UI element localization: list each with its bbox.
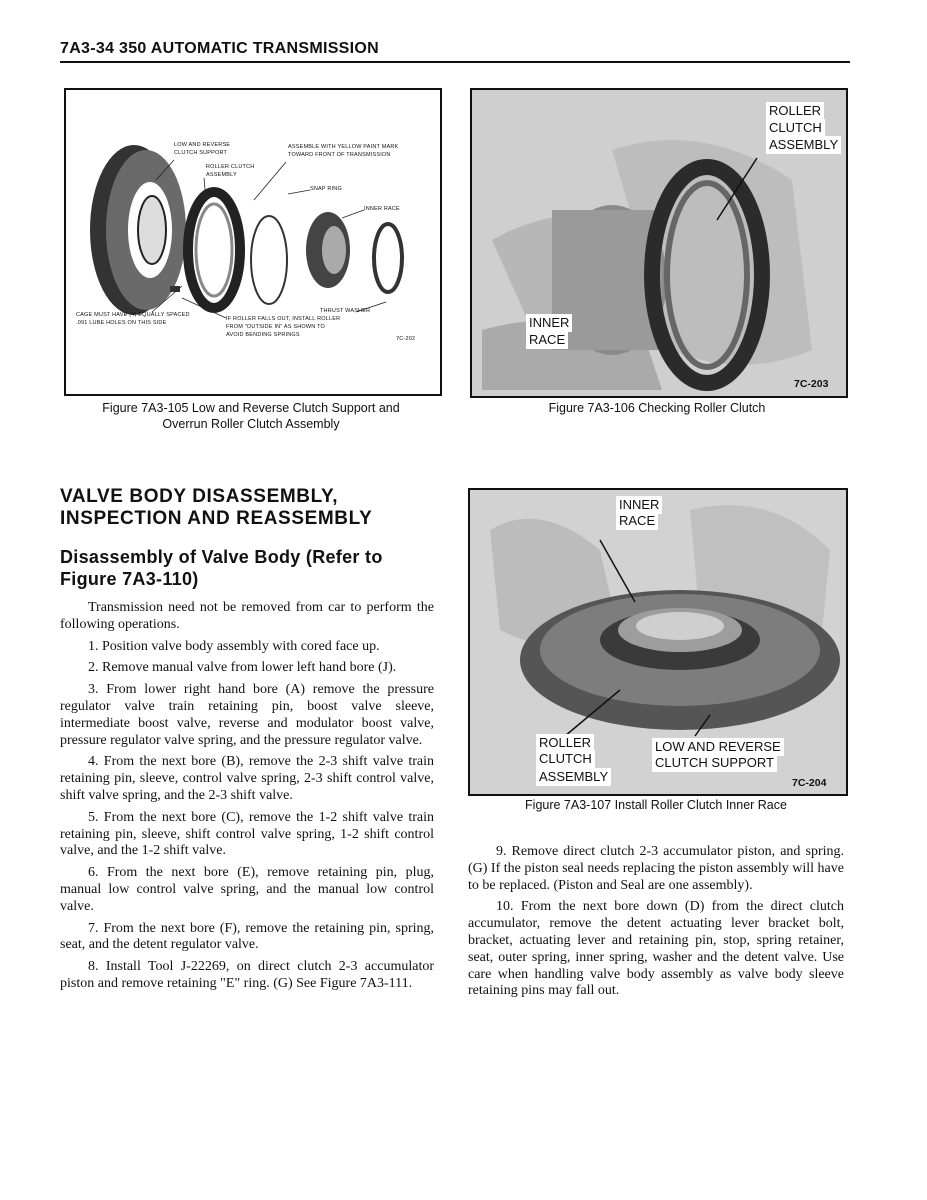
figure-107	[468, 488, 848, 796]
label-avoid: AVOID BENDING SPRINGS	[226, 332, 300, 338]
label-clutch-support: CLUTCH SUPPORT	[174, 150, 228, 156]
right-column	[468, 844, 844, 1005]
label-cage-must: CAGE MUST HAVE (4) EQUALLY SPACED	[76, 312, 190, 318]
label-lube-holes: .091 LUBE HOLES ON THIS SIDE	[76, 320, 167, 326]
label-inner: INNER	[616, 496, 662, 514]
step-paragraph: 2. Remove manual valve from lower left hand bore (J).	[88, 660, 397, 676]
label-inner-race: INNER RACE	[364, 206, 400, 212]
figure-105	[64, 88, 442, 396]
figure-106	[470, 88, 848, 398]
step-paragraph: 4. From the next bore (B), remove the 2-3 shift valve train retaining pin, sleeve, control valve spring, 2-3 shift control valve, shift valve spring, and the 2-3 shift valve.	[60, 754, 434, 803]
label-assembly: ASSEMBLY	[536, 768, 611, 786]
label-clutch: CLUTCH	[766, 119, 825, 137]
figure-code: 7C-203	[794, 378, 829, 390]
step-paragraph: 6. From the next bore (E), remove retaining pin, plug, manual low control valve spring, and the manual low control valve.	[60, 865, 434, 914]
label-thrust-washer: THRUST WASHER	[320, 308, 371, 314]
label-from-outside: FROM "OUTSIDE IN" AS SHOWN TO	[226, 324, 326, 330]
label-if-roller: IF ROLLER FALLS OUT, INSTALL ROLLER	[226, 316, 341, 322]
header-rule	[60, 61, 850, 63]
label-low-reverse: LOW AND REVERSE	[174, 142, 231, 148]
subsection-title-line: Figure 7A3-110)	[60, 569, 199, 589]
label-low-reverse: LOW AND REVERSE	[652, 738, 784, 756]
body-text	[60, 600, 434, 993]
intro-paragraph: Transmission need not be removed from car to perform the following operations.	[60, 600, 434, 632]
subsection-title	[60, 546, 434, 590]
label-assembly: ASSEMBLY	[766, 136, 841, 154]
step-paragraph: 1. Position valve body assembly with cored face up.	[88, 638, 380, 654]
label-inner: INNER	[526, 314, 572, 332]
section-title-line: INSPECTION AND REASSEMBLY	[60, 508, 373, 529]
step-paragraph: 8. Install Tool J-22269, on direct clutch 2-3 accumulator piston and remove retaining "E" ring. (G) See Figure 7A3-111.	[60, 959, 434, 991]
page-header: 7A3-34 350 AUTOMATIC TRANSMISSION	[60, 40, 379, 57]
label-assemble-yellow: ASSEMBLE WITH YELLOW PAINT MARK	[288, 144, 399, 150]
figure-105-caption	[64, 400, 438, 432]
label-roller: ROLLER	[536, 734, 594, 752]
step-paragraph: 7. From the next bore (F), remove the retaining pin, spring, seat, and the detent regulator valve.	[60, 920, 434, 953]
label-assembly: ASSEMBLY	[206, 172, 237, 178]
figure-107-caption: Figure 7A3-107 Install Roller Clutch Inner Race	[525, 798, 787, 812]
left-column	[60, 486, 434, 998]
section-title-line: VALVE BODY DISASSEMBLY,	[60, 486, 339, 507]
label-roller-clutch: ROLLER CLUTCH	[206, 164, 255, 170]
label-clutch-support: CLUTCH SUPPORT	[652, 754, 777, 772]
section-title	[60, 486, 434, 530]
step-paragraph: 10. From the next bore down (D) from the direct clutch accumulator, remove the detent actuating lever bracket bolt, bracket, actuating lever and retaining pin, stop, spring retainer, seat, outer spring, inner spring, washer and the detent valve. Use care when handling valve body assembly as valve body sleeve retaining pins may fall out.	[468, 899, 844, 999]
step-paragraph: 5. From the next bore (C), remove the 1-2 shift valve train retaining pin, sleeve, shift control valve spring, 1-2 shift control valve, and the 1-2 shift valve.	[60, 809, 434, 859]
label-snap-ring: SNAP RING	[310, 186, 342, 192]
label-race: RACE	[616, 512, 658, 530]
label-roller: ROLLER	[766, 102, 824, 120]
label-race: RACE	[526, 331, 568, 349]
caption-line: Overrun Roller Clutch Assembly	[162, 417, 340, 431]
exploded-clutch-illustration	[66, 90, 440, 394]
caption-line: Figure 7A3-105 Low and Reverse Clutch Support and	[102, 401, 400, 415]
subsection-title-line: Disassembly of Valve Body (Refer to	[60, 547, 383, 567]
label-toward-front: TOWARD FRONT OF TRANSMISSION	[288, 152, 391, 158]
figure-code: 7C-202	[396, 336, 416, 342]
figure-106-caption: Figure 7A3-106 Checking Roller Clutch	[548, 401, 766, 415]
step-paragraph: 3. From lower right hand bore (A) remove the pressure regulator valve train retaining pin, boost valve sleeve, intermediate boost valve, reverse and modulator boost valve, pressure regulator valve spring, and the pressure regulator valve.	[60, 682, 434, 748]
figure-code: 7C-204	[792, 777, 827, 789]
step-paragraph: 9. Remove direct clutch 2-3 accumulator piston, and spring. (G) If the piston seal needs replacing the piston assembly will have to be replaced. (Piston and Seal are one assembly).	[468, 844, 844, 893]
label-clutch: CLUTCH	[536, 750, 595, 768]
